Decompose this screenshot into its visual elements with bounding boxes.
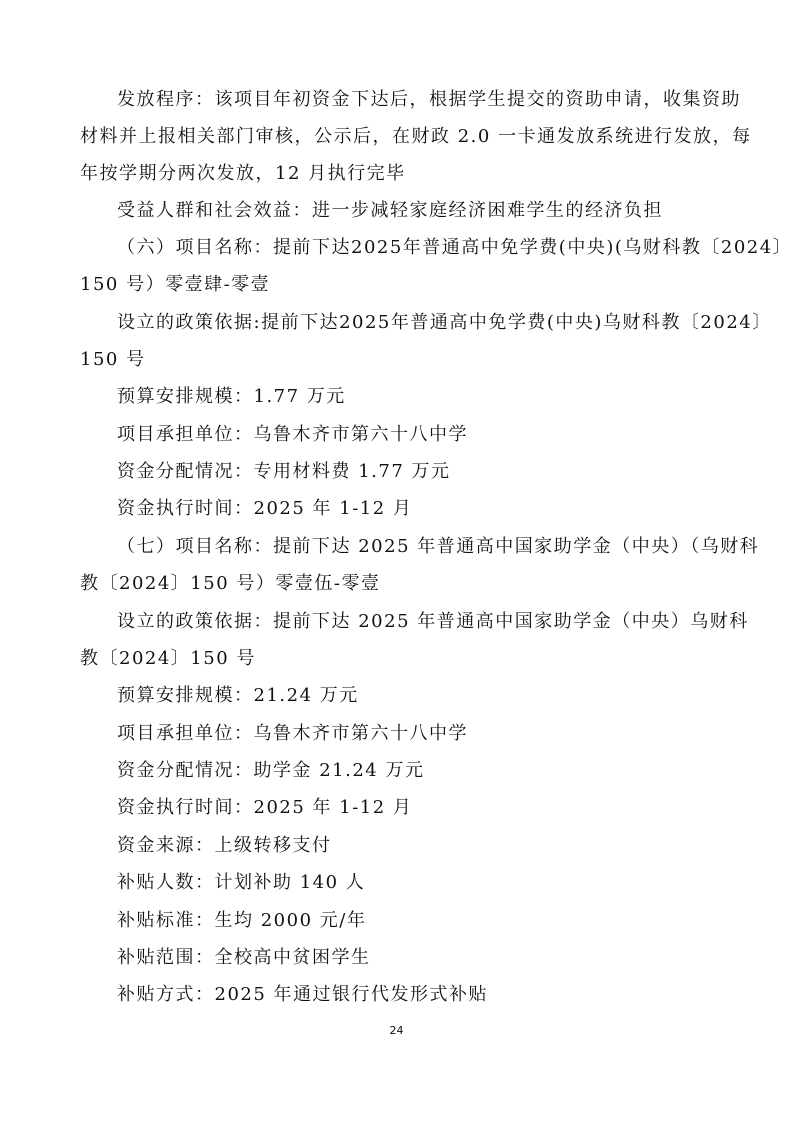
project-6-policy-basis-line-2: 150 号 bbox=[80, 349, 146, 370]
project-7-fund-allocation: 资金分配情况：助学金 21.24 万元 bbox=[117, 760, 425, 781]
page-number: 24 bbox=[389, 1024, 404, 1037]
project-6-policy-basis-line-1: 设立的政策依据:提前下达2025年普通高中免学费(中央)乌财科教〔2024〕 bbox=[117, 312, 772, 333]
project-6-undertaking-unit: 项目承担单位：乌鲁木齐市第六十八中学 bbox=[117, 424, 468, 445]
project-6-title-line-1: （六）项目名称：提前下达2025年普通高中免学费(中央)(乌财科教〔2024〕 bbox=[117, 237, 793, 258]
project-6-execution-period: 资金执行时间：2025 年 1-12 月 bbox=[117, 498, 413, 519]
issuance-procedure-line-3: 年按学期分两次发放，12 月执行完毕 bbox=[80, 163, 406, 184]
issuance-procedure-line-1: 发放程序：该项目年初资金下达后，根据学生提交的资助申请，收集资助 bbox=[117, 89, 741, 110]
project-7-undertaking-unit: 项目承担单位：乌鲁木齐市第六十八中学 bbox=[117, 723, 468, 744]
project-7-policy-basis-line-2: 教〔2024〕150 号 bbox=[80, 648, 256, 669]
project-7-execution-period: 资金执行时间：2025 年 1-12 月 bbox=[117, 797, 413, 818]
project-7-title-line-1: （七）项目名称：提前下达 2025 年普通高中国家助学金（中央）（乌财科 bbox=[117, 536, 760, 557]
project-7-subsidy-method: 补贴方式：2025 年通过银行代发形式补贴 bbox=[117, 984, 489, 1005]
project-6-fund-allocation: 资金分配情况：专用材料费 1.77 万元 bbox=[117, 461, 451, 482]
project-6-title-line-2: 150 号）零壹肆-零壹 bbox=[80, 274, 271, 295]
project-6-budget: 预算安排规模：1.77 万元 bbox=[117, 386, 346, 407]
project-7-policy-basis-line-1: 设立的政策依据：提前下达 2025 年普通高中国家助学金（中央）乌财科 bbox=[117, 611, 749, 632]
project-7-subsidy-scope: 补贴范围：全校高中贫困学生 bbox=[117, 947, 371, 968]
beneficiaries-line: 受益人群和社会效益：进一步减轻家庭经济困难学生的经济负担 bbox=[117, 200, 663, 221]
project-7-fund-source: 资金来源：上级转移支付 bbox=[117, 835, 332, 856]
project-7-title-line-2: 教〔2024〕150 号）零壹伍-零壹 bbox=[80, 573, 381, 594]
project-7-subsidy-standard: 补贴标准：生均 2000 元/年 bbox=[117, 910, 367, 931]
issuance-procedure-line-2: 材料并上报相关部门审核，公示后，在财政 2.0 一卡通发放系统进行发放，每 bbox=[80, 126, 752, 147]
project-7-budget: 预算安排规模：21.24 万元 bbox=[117, 685, 359, 706]
project-7-subsidy-recipients: 补贴人数：计划补助 140 人 bbox=[117, 872, 366, 893]
